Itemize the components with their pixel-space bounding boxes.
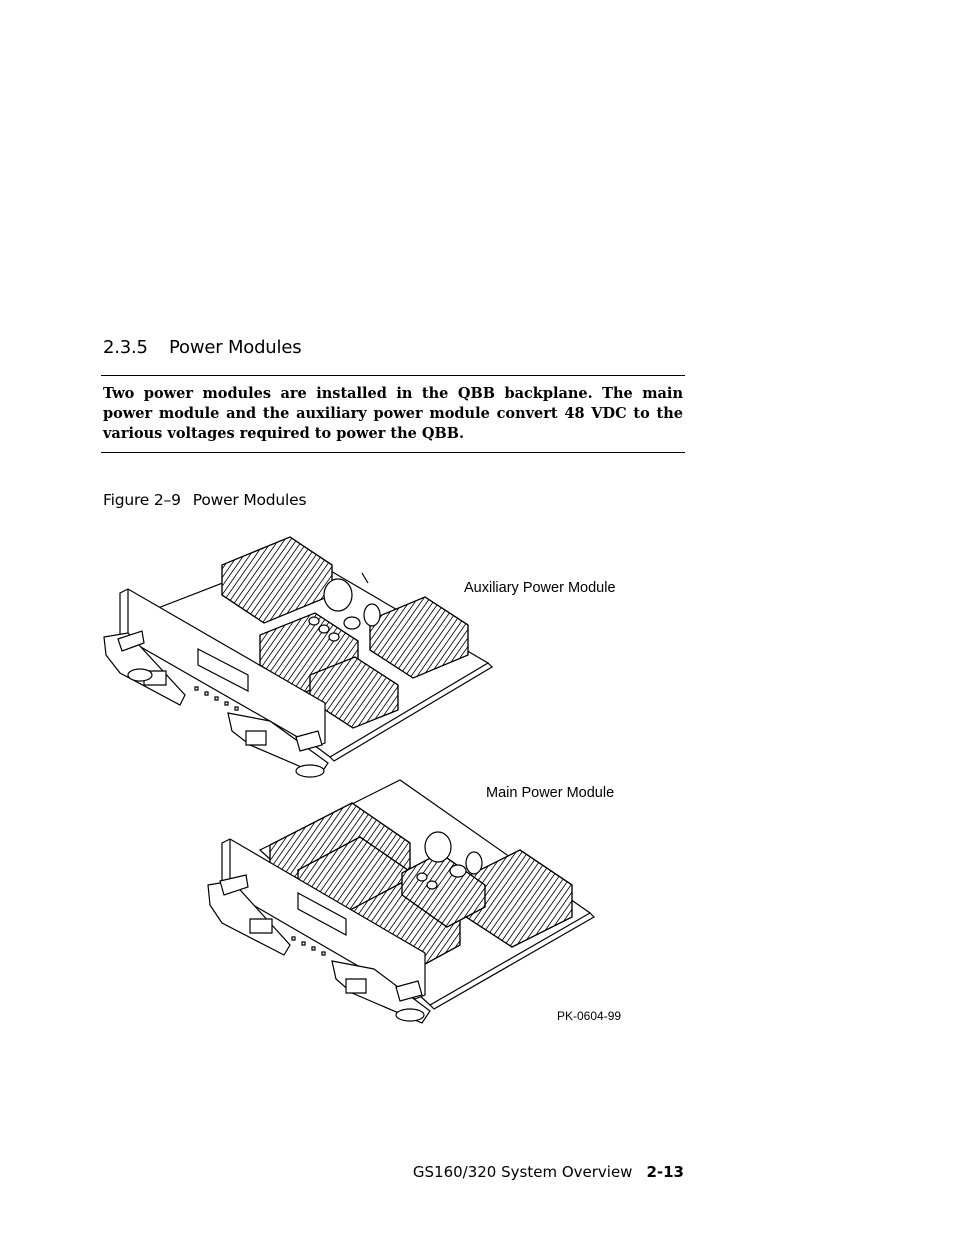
section-number: 2.3.5 [103, 337, 148, 358]
auxiliary-power-module-label: Auxiliary Power Module [464, 580, 616, 596]
figure-number: Figure 2–9 [103, 491, 181, 509]
figure-title: Power Modules [192, 491, 307, 509]
section-title: Power Modules [169, 337, 302, 358]
page-footer [413, 1163, 684, 1181]
power-modules-illustration [100, 525, 600, 1035]
main-power-module-drawing [208, 780, 594, 1023]
main-power-module-label: Main Power Module [486, 785, 615, 801]
figure-id: PK-0604-99 [557, 1009, 622, 1023]
abstract-paragraph: Two power modules are installed in the QBB backplane. The main power module and the auxiliary power module convert 48 VDC to the various voltages required to power the QBB. [103, 385, 683, 442]
footer-title: GS160/320 System Overview [412, 1163, 633, 1181]
section-heading [103, 337, 301, 358]
bottom-rule [101, 452, 685, 453]
figure-caption [103, 491, 306, 509]
auxiliary-power-module-drawing [104, 537, 492, 777]
top-rule [101, 375, 685, 376]
page-number: 2-13 [646, 1163, 684, 1181]
